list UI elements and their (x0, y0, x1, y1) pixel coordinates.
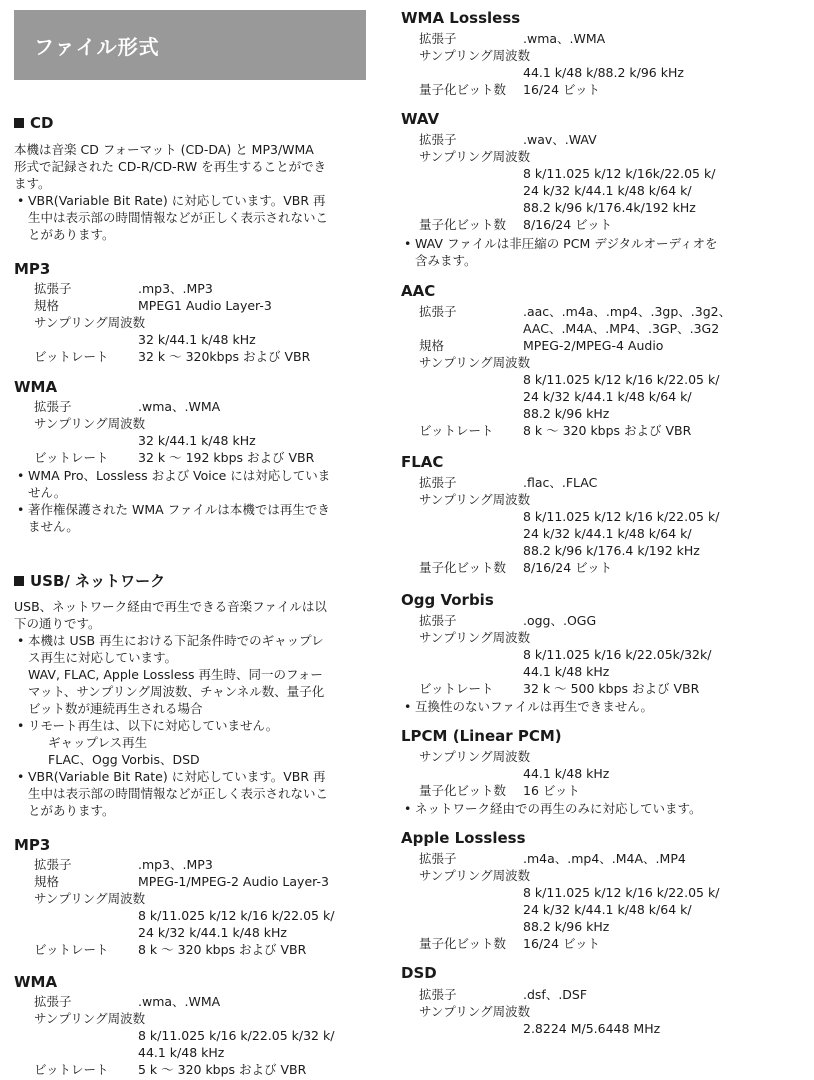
spec-value: .m4a、.mp4、.M4A、.MP4 (523, 851, 686, 866)
spec-label: サンプリング周波数 (419, 868, 531, 883)
spec-label: サンプリング周波数 (34, 891, 146, 906)
usb-intro (14, 598, 370, 819)
spec-value: 24 k/32 k/44.1 k/48 k/64 k/ (523, 183, 692, 198)
spec-label: 拡張子 (419, 987, 457, 1002)
cd-heading (14, 114, 53, 132)
spec-value: 8 k/11.025 k/12 k/16 k/22.05 k/ (523, 509, 720, 524)
note-line: マット、サンプリング周波数、チャンネル数、量子化 (28, 684, 325, 699)
dsd-heading: DSD (401, 964, 437, 982)
spec-value: 44.1 k/48 k/88.2 k/96 kHz (523, 65, 684, 80)
note-line: 含みます。 (415, 253, 477, 268)
spec-label: サンプリング周波数 (419, 355, 531, 370)
cd-wma-note (14, 467, 370, 501)
spec-value: .mp3、.MP3 (138, 857, 213, 872)
spec-value: 88.2 k/96 kHz (523, 919, 610, 934)
spec-label: 拡張子 (419, 475, 457, 490)
spec-value: 8 k 〜 320 kbps および VBR (523, 423, 692, 438)
usb-gapless-note (14, 632, 370, 717)
note-line: ません。 (28, 519, 79, 534)
spec-label: 拡張子 (419, 31, 457, 46)
spec-value: 88.2 k/96 k/176.4k/192 kHz (523, 200, 696, 215)
spec-label: サンプリング周波数 (419, 48, 531, 63)
spec-value: 8 k/11.025 k/16 k/22.05k/32k/ (523, 647, 712, 662)
cd-intro-line: 形式で記録された CD-R/CD-RW を再生することができ (14, 159, 327, 174)
cd-intro-line: ます。 (14, 176, 51, 191)
dsd-spec (419, 986, 801, 1037)
spec-label: サンプリング周波数 (419, 749, 531, 764)
cd-intro-line: 本機は音楽 CD フォーマット (CD-DA) と MP3/WMA (14, 142, 314, 157)
spec-value: .aac、.m4a、.mp4、.3gp、.3g2、 (523, 304, 732, 319)
spec-label: 量子化ビット数 (419, 560, 507, 575)
spec-value: .wma、.WMA (138, 994, 221, 1009)
spec-label: 拡張子 (34, 399, 72, 414)
spec-value: 24 k/32 k/44.1 k/48 k/64 k/ (523, 902, 692, 917)
note-line: • ネットワーク経由での再生のみに対応しています。 (415, 801, 702, 816)
note-line: とがあります。 (28, 227, 115, 242)
spec-value: .ogg、.OGG (523, 613, 597, 628)
wav-heading: WAV (401, 110, 440, 128)
lpcm-spec (419, 748, 801, 799)
spec-value: 8/16/24 ビット (523, 560, 613, 575)
wav-spec (419, 131, 801, 233)
spec-value: .mp3、.MP3 (138, 281, 213, 296)
lpcm-note (401, 800, 801, 817)
note-line: • VBR(Variable Bit Rate) に対応しています。VBR 再 (28, 193, 326, 208)
note-line: 生中は表示部の時間情報などが正しく表示されないこ (28, 210, 329, 225)
aac-heading: AAC (401, 282, 436, 300)
aac-spec (419, 303, 801, 439)
spec-value: .wav、.WAV (523, 132, 597, 147)
apple-lossless-heading: Apple Lossless (401, 829, 526, 847)
note-line: ス再生に対応しています。 (28, 650, 178, 665)
spec-value: MPEG-1/MPEG-2 Audio Layer-3 (138, 874, 329, 889)
spec-label: 拡張子 (419, 304, 457, 319)
usb-mp3-heading: MP3 (14, 836, 51, 854)
note-line: • 著作権保護された WMA ファイルは本機では再生でき (28, 502, 330, 517)
spec-value: 16/24 ビット (523, 82, 600, 97)
note-line: 生中は表示部の時間情報などが正しく表示されないこ (28, 786, 329, 801)
note-line: • 本機は USB 再生における下記条件時でのギャップレ (28, 633, 324, 648)
spec-value: 8 k/11.025 k/12 k/16 k/22.05 k/ (138, 908, 335, 923)
spec-label: サンプリング周波数 (419, 630, 531, 645)
usb-remote-note (14, 717, 370, 768)
usb-intro-line: 下の通りです。 (14, 616, 101, 631)
spec-value: 16 ビット (523, 783, 580, 798)
ogg-note (401, 698, 801, 715)
spec-label: サンプリング周波数 (419, 492, 531, 507)
flac-spec (419, 474, 801, 576)
spec-value: .wma、.WMA (138, 399, 221, 414)
spec-value: 88.2 k/96 kHz (523, 406, 610, 421)
note-line: ビット数が連続再生される場合 (28, 701, 203, 716)
spec-value: 8 k/11.025 k/12 k/16k/22.05 k/ (523, 166, 716, 181)
cd-wma-note (14, 501, 370, 535)
note-line: せん。 (28, 485, 67, 500)
spec-label: 量子化ビット数 (419, 217, 507, 232)
note-line: • VBR(Variable Bit Rate) に対応しています。VBR 再 (28, 769, 326, 784)
spec-label: サンプリング周波数 (34, 315, 146, 330)
usb-mp3-spec (34, 856, 370, 958)
cd-heading-label: CD (30, 114, 54, 132)
spec-value: .dsf、.DSF (523, 987, 588, 1002)
spec-label: ビットレート (34, 349, 109, 364)
spec-label: 拡張子 (419, 613, 457, 628)
spec-label: ビットレート (419, 681, 494, 696)
spec-value: 32 k/44.1 k/48 kHz (138, 332, 256, 347)
usb-wma-spec (34, 993, 370, 1078)
spec-label: サンプリング周波数 (419, 149, 531, 164)
note-line: • リモート再生は、以下に対応していません。 (28, 718, 279, 733)
cd-vbr-note (14, 192, 370, 243)
spec-value: 32 k 〜 500 kbps および VBR (523, 681, 700, 696)
spec-value: 16/24 ビット (523, 936, 600, 951)
square-bullet-icon (14, 118, 24, 128)
wma-lossless-heading: WMA Lossless (401, 9, 521, 27)
spec-value: .wma、.WMA (523, 31, 606, 46)
lpcm-heading: LPCM (Linear PCM) (401, 727, 562, 745)
spec-label: ビットレート (34, 1062, 109, 1077)
spec-value: 32 k 〜 192 kbps および VBR (138, 450, 315, 465)
spec-label: 量子化ビット数 (419, 936, 507, 951)
spec-label: ビットレート (34, 450, 109, 465)
note-line: • WMA Pro、Lossless および Voice には対応していま (28, 468, 331, 483)
cd-intro (14, 141, 370, 243)
spec-label: 規格 (34, 298, 60, 313)
spec-value: AAC、.M4A、.MP4、.3GP、.3G2 (523, 321, 720, 336)
spec-label: 量子化ビット数 (419, 783, 507, 798)
page-title: ファイル形式 (14, 10, 366, 80)
flac-heading: FLAC (401, 453, 444, 471)
spec-value: 5 k 〜 320 kbps および VBR (138, 1062, 307, 1077)
cd-mp3-heading: MP3 (14, 260, 51, 278)
spec-label: 量子化ビット数 (419, 82, 507, 97)
spec-label: 拡張子 (34, 281, 72, 296)
usb-wma-heading: WMA (14, 973, 58, 991)
spec-label: 拡張子 (419, 132, 457, 147)
spec-label: 拡張子 (34, 994, 72, 1009)
spec-value: MPEG1 Audio Layer-3 (138, 298, 272, 313)
usb-network-heading (14, 570, 165, 591)
cd-wma-notes (14, 467, 370, 535)
spec-label: 拡張子 (34, 857, 72, 872)
note-line: WAV, FLAC, Apple Lossless 再生時、同一のフォー (28, 667, 323, 682)
spec-label: ビットレート (34, 942, 109, 957)
wav-note (401, 235, 801, 269)
usb-heading-label: USB/ ネットワーク (30, 572, 166, 590)
spec-label: ビットレート (419, 423, 494, 438)
spec-value: MPEG-2/MPEG-4 Audio (523, 338, 664, 353)
spec-label: 規格 (419, 338, 445, 353)
spec-value: 32 k/44.1 k/48 kHz (138, 433, 256, 448)
note-line: ギャップレス再生 (48, 735, 148, 750)
spec-value: .flac、.FLAC (523, 475, 598, 490)
note-line: とがあります。 (28, 803, 115, 818)
usb-vbr-note (14, 768, 370, 819)
spec-label: 拡張子 (419, 851, 457, 866)
spec-value: 8 k/11.025 k/16 k/22.05 k/32 k/ (138, 1028, 335, 1043)
apple-lossless-spec (419, 850, 801, 952)
spec-label: サンプリング周波数 (34, 416, 146, 431)
spec-label: サンプリング周波数 (34, 1011, 146, 1026)
spec-value: 8 k 〜 320 kbps および VBR (138, 942, 307, 957)
left-column (14, 0, 370, 1077)
note-line: • 互換性のないファイルは再生できません。 (415, 699, 654, 714)
spec-value: 32 k 〜 320kbps および VBR (138, 349, 311, 364)
square-bullet-icon (14, 576, 24, 586)
usb-intro-line: USB、ネットワーク経由で再生できる音楽ファイルは以 (14, 599, 327, 614)
cd-mp3-spec (34, 280, 370, 365)
spec-value: 44.1 k/48 kHz (523, 766, 610, 781)
ogg-spec (419, 612, 801, 697)
spec-value: 24 k/32 k/44.1 k/48 k/64 k/ (523, 526, 692, 541)
cd-wma-spec (34, 398, 370, 466)
spec-label: サンプリング周波数 (419, 1004, 531, 1019)
note-line: • WAV ファイルは非圧縮の PCM デジタルオーディオを (415, 236, 718, 251)
spec-value: 8 k/11.025 k/12 k/16 k/22.05 k/ (523, 372, 720, 387)
spec-value: 24 k/32 k/44.1 k/48 k/64 k/ (523, 389, 692, 404)
spec-value: 24 k/32 k/44.1 k/48 kHz (138, 925, 287, 940)
spec-value: 44.1 k/48 kHz (523, 664, 610, 679)
wma-lossless-spec (419, 30, 801, 98)
spec-label: 規格 (34, 874, 60, 889)
ogg-heading: Ogg Vorbis (401, 591, 494, 609)
spec-value: 8/16/24 ビット (523, 217, 613, 232)
spec-value: 8 k/11.025 k/12 k/16 k/22.05 k/ (523, 885, 720, 900)
spec-value: 2.8224 M/5.6448 MHz (523, 1021, 661, 1036)
note-line: FLAC、Ogg Vorbis、DSD (48, 752, 200, 767)
cd-wma-heading: WMA (14, 378, 58, 396)
spec-value: 44.1 k/48 kHz (138, 1045, 225, 1060)
spec-value: 88.2 k/96 k/176.4 k/192 kHz (523, 543, 700, 558)
